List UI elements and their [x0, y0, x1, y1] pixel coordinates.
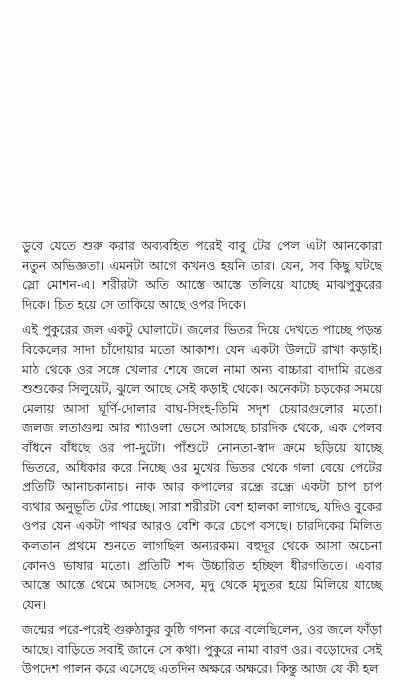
paragraph-2: এই পুকুরের জল একটু ঘোলাটে। জলের ভিতর দিয়ে দেখতে পাচ্ছে পড়ন্ত বিকেলের সাদা চাঁদোয়ার মতো আকাশ। যেন একটা উলটে রাখা কড়াই। মাঠ থেকে ওর সঙ্গে খেলার শেষে জলে নামা অন্য বাচ্চারা বাদামি রঙের শুশুকের সিলুয়েট, ঝুলে আছে সেই কড়াই থেকে। অনেকটা চড়কের সময়ে মেলায় আসা ঘূর্ণি-দোলার বাঘ-সিংহ-তিমি সদৃশ চেয়ারগুলোর মতো। জলজ লতাগুল্ম আর শ্যাওলা ভেসে আসছে চারদিক থেকে, এক পেলব বাঁধনে বাঁধছে ওর পা-দুটো। পাঁশুটে নোনতা-স্বাদ ক্রমে ছড়িয়ে যাচ্ছে ভিতরে, অধিকার করে নিচ্ছে ওর মুখের ভিতর থেকে গলা বেয়ে পেটের প্রতিটি আনাচকানাচ। নাক আর কপালের রন্ধ্রে রন্ধ্রে একটা চাপ চাপ ব্যথার অনুভূতি টের পাচ্ছে। সারা শরীরটা বেশ হালকা লাগছে, যদিও বুকের ওপর যেন একটা পাথর আরও বেশি করে চেপে বসছে। চারদিকের মিলিত কলতান প্রথমে শুনতে লাগছিল অন্যরকম। বহুদূর থেকে আসা অচেনা কোনও ভাষার মতো। প্রতিটি শব্দ উচ্চারিত হচ্ছিল ধীরগতিতে। এবার আস্তে আস্তে থেমে আসছে সেসব, মৃদু থেকে মৃদুতর হয়ে মিলিয়ে যাচ্ছে যেন।	[22, 322, 382, 612]
paragraph-3: জন্মের পরে-পরেই গুরুঠাকুর কুষ্ঠি গণনা করে বলেছিলেন, ওর জলে ফাঁড়া আছে। বাড়িতে সবাই জানে সে কথা। পুকুরে নামা বারণ ওর। বড়োদের সেই উপদেশ পালন করে এসেছে এতদিন অক্ষরে অক্ষরে। কিন্তু আজ যে কী হল	[22, 622, 382, 677]
paragraph-1: ডুবে যেতে শুরু করার অব্যবহিত পরেই বাবু টের পেল এটা আনকোরা নতুন অভিজ্ঞতা। এমনটা আগে কখনও হয়নি তার। যেন, সব কিছু ঘটছে স্লো মোশন-এ। শরীরটা অতি আস্তে আস্তে তলিয়ে যাচ্ছে মাঝপুকুরের দিকে। চিত হয়ে সে তাকিয়ে আছে ওপর দিকে।	[22, 238, 382, 312]
body-text	[22, 236, 382, 685]
